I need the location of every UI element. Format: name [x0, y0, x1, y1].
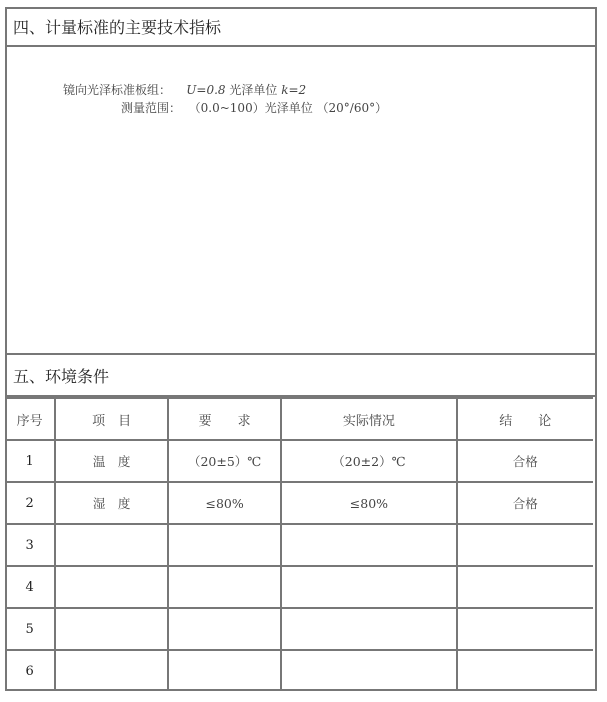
cell-item: 湿 度	[55, 482, 168, 524]
cell-index: 3	[5, 524, 55, 566]
coverage-factor: k=2	[281, 83, 307, 97]
cell-conclusion: 合格	[457, 482, 593, 524]
section-5-title: 五、环境条件	[7, 353, 595, 397]
cell-actual	[281, 566, 456, 608]
cell-actual: ≤80%	[281, 482, 456, 524]
cell-actual	[281, 608, 456, 650]
cell-requirement	[168, 566, 281, 608]
cell-item	[55, 608, 168, 650]
range-value: （0.0~100）光泽单位 （20°/60°）	[188, 101, 388, 115]
header-conclusion: 结 论	[457, 398, 593, 440]
cell-actual	[281, 650, 456, 691]
spec-line-2	[121, 99, 387, 116]
header-index: 序号	[5, 398, 55, 440]
table-row	[5, 566, 593, 608]
cell-conclusion	[457, 650, 593, 691]
cell-requirement	[168, 650, 281, 691]
uncertainty-value: U=0.8	[186, 83, 226, 97]
cell-item	[55, 524, 168, 566]
cell-index: 2	[5, 482, 55, 524]
cell-actual: （20±2）℃	[281, 440, 456, 482]
cell-index: 5	[5, 608, 55, 650]
cell-item	[55, 566, 168, 608]
cell-index: 6	[5, 650, 55, 691]
header-actual: 实际情况	[281, 398, 456, 440]
spec-line-1	[63, 81, 306, 98]
uncertainty-unit: 光泽单位	[225, 83, 282, 97]
record-form	[5, 7, 597, 691]
header-requirement: 要 求	[168, 398, 281, 440]
table-row	[5, 650, 593, 691]
table-header-row	[5, 398, 593, 440]
table-row	[5, 482, 593, 524]
cell-index: 1	[5, 440, 55, 482]
cell-conclusion: 合格	[457, 440, 593, 482]
environment-conditions-table	[5, 397, 593, 691]
cell-index: 4	[5, 566, 55, 608]
cell-conclusion	[457, 524, 593, 566]
cell-requirement	[168, 608, 281, 650]
table-row	[5, 440, 593, 482]
cell-actual	[281, 524, 456, 566]
section-4-title: 四、计量标准的主要技术指标	[7, 9, 595, 47]
table-row	[5, 608, 593, 650]
cell-item: 温 度	[55, 440, 168, 482]
cell-requirement: ≤80%	[168, 482, 281, 524]
spec-label-standard-plates: 镜向光泽标准板组：	[63, 83, 172, 97]
cell-conclusion	[457, 608, 593, 650]
cell-conclusion	[457, 566, 593, 608]
spec-label-range: 测量范围：	[121, 101, 182, 115]
cell-requirement: （20±5）℃	[168, 440, 281, 482]
table-row	[5, 524, 593, 566]
cell-requirement	[168, 524, 281, 566]
header-item: 项 目	[55, 398, 168, 440]
cell-item	[55, 650, 168, 691]
